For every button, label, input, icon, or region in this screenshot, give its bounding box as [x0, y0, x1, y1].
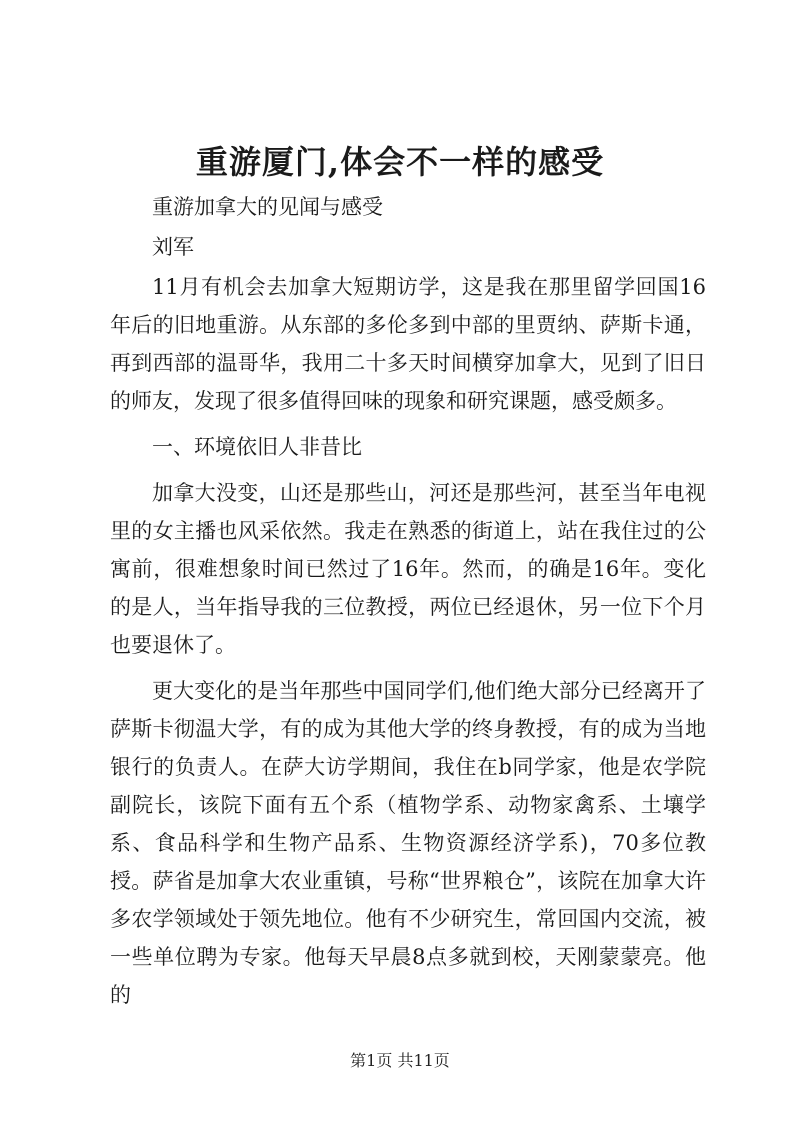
author-line: 刘军: [152, 235, 194, 259]
subtitle-line: 重游加拿大的见闻与感受: [152, 195, 383, 219]
document-body: [110, 188, 706, 1022]
paragraph-3: 更大变化的是当年那些中国同学们,他们绝大部分已经离开了萨斯卡彻温大学，有的成为其他大学的终身教授，有的成为当地银行的负责人。在萨大访学期间，我住在b同学家，他是农学院副院长，该院下面有五个系（植物学系、动物家禽系、土壤学系、食品科学和生物产品系、生物资源经济学系)，70多位教授。萨省是加拿大农业重镇，号称“世界粮仓”，该院在加拿大许多农学领域处于领先地位。他有不少研究生，常回国内交流，被一些单位聘为专家。他每天早晨8点多就到校，天刚蒙蒙亮。他的: [110, 679, 706, 1007]
paragraph-1: 11月有机会去加拿大短期访学，这是我在那里留学回国16年后的旧地重游。从东部的多伦多到中部的里贾纳、萨斯卡通，再到西部的温哥华，我用二十多天时间横穿加拿大，见到了旧日的师友，发现了很多值得回味的现象和研究课题，感受颇多。: [110, 275, 706, 413]
document-title: 重游厦门,体会不一样的感受: [195, 143, 605, 181]
page-number-footer: 第1页 共11页: [350, 1051, 450, 1070]
section-heading-1: 一、环境依旧人非昔比: [152, 435, 362, 459]
paragraph-2: 加拿大没变，山还是那些山，河还是那些河，甚至当年电视里的女主播也风采依然。我走在熟悉的街道上，站在我住过的公寓前，很难想象时间已然过了16年。然而，的确是16年。变化的是人，当年指导我的三位教授，两位已经退休，另一位下个月也要退休了。: [110, 481, 706, 657]
